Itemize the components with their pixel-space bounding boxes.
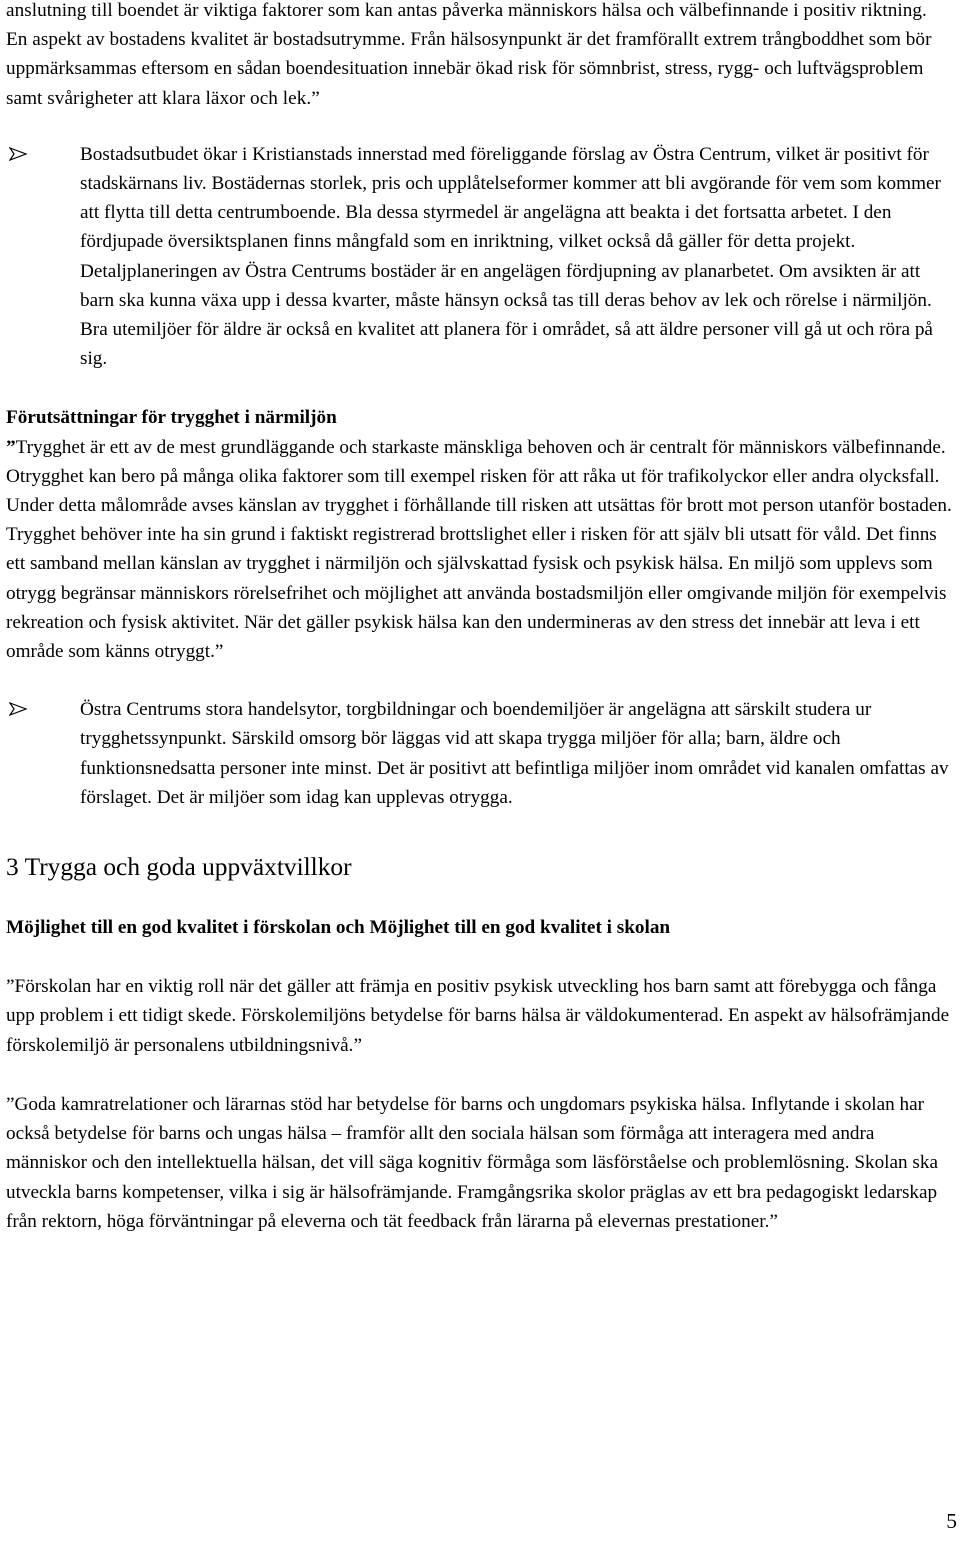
school-quote: ”Goda kamratrelationer och lärarnas stöd har betydelse för barns och ungdomars psykiska hälsa. Inflytande i skolan har också betydelse för barns och ungas hälsa – framför allt den sociala hälsan som förmåga att interagera med andra människor och den intellektuella hälsan, det vill säga kognitiv förmåga som läsförståelse och problemlösning. Skolan ska utveckla barns kompetenser, vilka i sig är hälsofrämjande. Framgångsrika skolor präglas av ett bra pedagogiskt ledarskap från rektorn, höga förväntningar på eleverna och tät feedback från lärarna på elevernas prestationer.”: [6, 1093, 938, 1232]
bullet-housing-supply-text: Bostadsutbudet ökar i Kristianstads innerstad med föreliggande förslag av Östra Centrum, vilket är positivt för stadskärnans liv. Bostädernas storlek, pris och upplåtelseformer kommer att bli avgörande för vem som kommer att flytta till detta centrumboende. Bla dessa styrmedel är angelägna att beakta i det fortsatta arbetet. I den fördjupade översiktsplanen finns mångfald som en inriktning, vilket också då gäller för detta projekt. Detaljplaneringen av Östra Centrums bostäder är en angelägen fördjupning av planarbetet. Om avsikten är att barn ska kunna växa upp i dessa kvarter, måste hänsyn också tas till deras behov av lek och rörelse i närmiljön. Bra utemiljöer för äldre är också en kvalitet att planera för i området, så att äldre personer vill gå ut och röra på sig.: [80, 143, 941, 370]
safety-quote: [6, 433, 952, 667]
school-heading: Möjlighet till en god kvalitet i förskolan och Möjlighet till en god kvalitet i skolan: [6, 917, 671, 939]
intro-paragraph: anslutning till boendet är viktiga faktorer som kan antas påverka människors hälsa och välbefinnande i positiv riktning. En aspekt av bostadens kvalitet är bostadsutrymme. Från hälsosynpunkt är det framförallt extrem trångboddhet som bör uppmärksammas eftersom en sådan boendesituation innebär ökad risk för sömnbrist, stress, rygg- och luftvägsproblem samt svårigheter att klara läxor och lek.”: [6, 0, 932, 109]
section-title: 3 Trygga och goda uppväxtvillkor: [6, 853, 352, 882]
bullet-ostra-centrum-safety: [6, 695, 952, 812]
safety-heading: Förutsättningar för trygghet i närmiljön: [6, 407, 337, 429]
arrowhead-bullet-icon: [9, 702, 27, 716]
arrowhead-bullet-icon: [9, 147, 27, 161]
bullet-ostra-centrum-safety-text: Östra Centrums stora handelsytor, torgbildningar och boendemiljöer är angelägna att särskilt studera ur trygghetssynpunkt. Särskild omsorg bör läggas vid att skapa trygga miljöer för alla; barn, äldre och funktionsnedsatta personer inte minst. Det är positivt att befintliga miljöer inom området vid kanalen omfattas av förslaget. Det är miljöer som idag kan upplevas otrygga.: [80, 699, 949, 808]
preschool-quote: ”Förskolan har en viktig roll när det gäller att främja en positiv psykisk utveckling hos barn samt att förebygga och fånga upp problem i ett tidigt skede. Förskolemiljöns betydelse för barns hälsa är väldokumenterad. En aspekt av hälsofrämjande förskolemiljö är personalens utbildningsnivå.”: [6, 976, 950, 1056]
document-page: [6, 0, 952, 1236]
safety-quote-text: Trygghet är ett av de mest grundläggande och starkaste mänskliga behoven och är centralt för människors välbefinnande. Otrygghet kan bero på många olika faktorer som till exempel risken för att råka ut för trafikolyckor eller andra olycksfall. Under detta målområde avses känslan av trygghet i förhållande till risken att utsättas för brott mot person utanför bostaden. Trygghet behöver inte ha sin grund i faktiskt registrerad brottslighet eller i risken för att själv bli utsatt för våld. Det finns ett samband mellan känslan av trygghet i närmiljön och självskattad fysisk och psykisk hälsa. En miljö som upplevs som otrygg begränsar människors rörelsefrihet och möjlighet att använda bostadsmiljön eller omgivande miljön för exempelvis rekreation och fysisk aktivitet. När det gäller psykisk hälsa kan den undermineras av den stress det innebär att leva i ett område som känns otryggt.”: [6, 436, 952, 663]
page-number: 5: [946, 1509, 957, 1533]
bullet-housing-supply: [6, 140, 952, 374]
opening-quote-mark: ”: [6, 436, 16, 458]
